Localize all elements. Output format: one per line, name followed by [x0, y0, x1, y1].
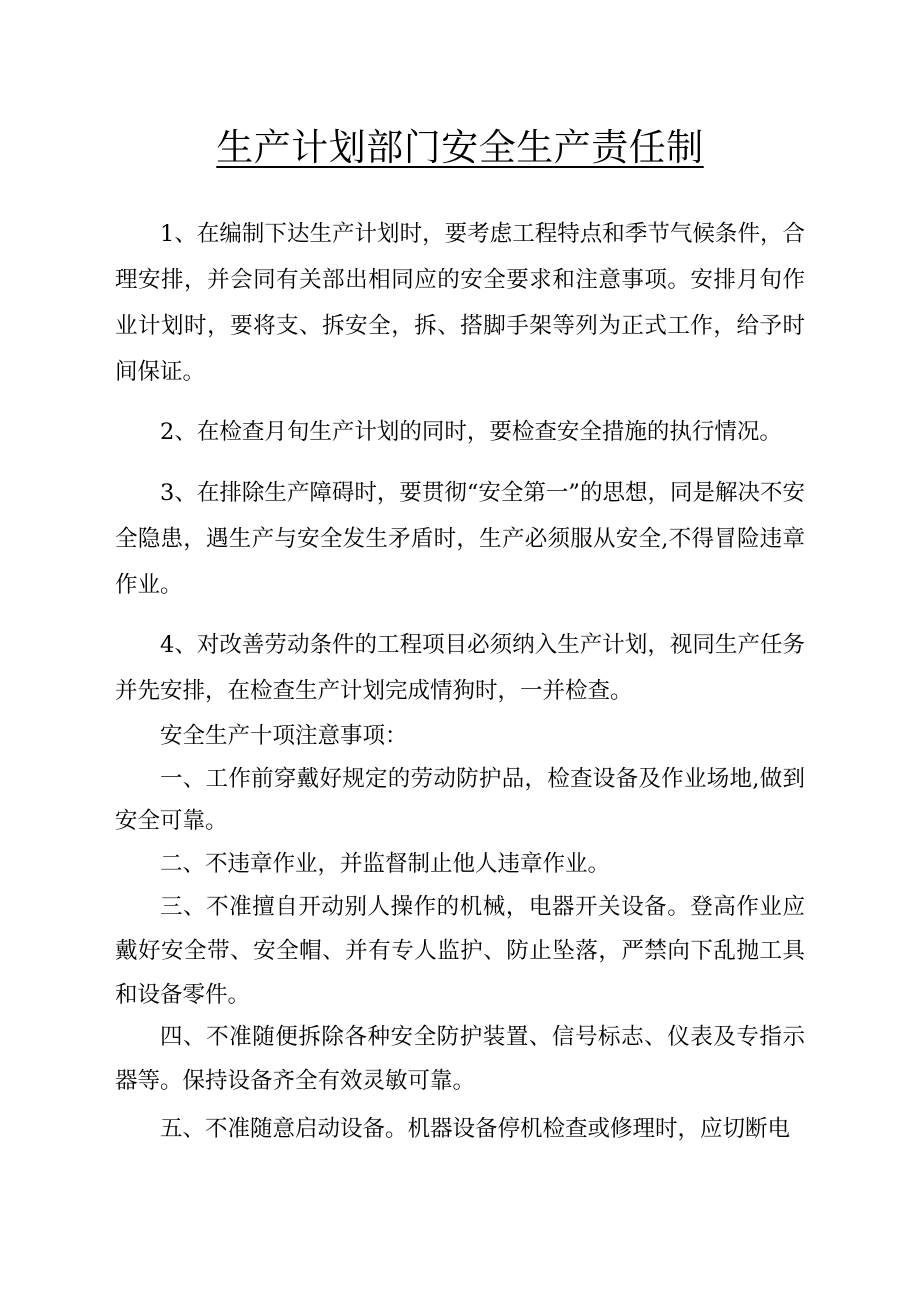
paragraph-3: 3、在排除生产障碍时，要贯彻“安全第一”的思想，同是解决不安全隐患，遇生产与安全发生矛盾时，生产必须服从安全,不得冒险违章作业。	[115, 480, 805, 598]
paragraph-2: 2、在检查月旬生产计划的同时，要检查安全措施的执行情况。	[160, 419, 782, 445]
section-heading-ten-precautions: 安全生产十项注意事项：	[160, 723, 408, 749]
document-title	[0, 122, 920, 174]
precaution-4: 四、不准随便拆除各种安全防护装置、信号标志、仪表及专指示器等。保持设备齐全有效灵敏可靠。	[115, 1024, 805, 1094]
paragraph-4: 4、对改善劳动条件的工程项目必须纳入生产计划，视同生产任务并先安排，在检查生产计划完成情狗时，一并检查。	[115, 632, 805, 704]
precaution-5: 五、不准随意启动设备。机器设备停机检查或修理时，应切断电	[160, 1116, 791, 1142]
precaution-2: 二、不违章作业，并监督制止他人违章作业。	[160, 851, 611, 877]
precaution-3: 三、不准擅自开动别人操作的机械，电器开关设备。登高作业应戴好安全带、安全帽、并有专人监护、防止坠落，严禁向下乱抛工具和设备零件。	[115, 894, 805, 1008]
document-title-text: 生产计划部门安全生产责任制	[216, 126, 704, 169]
precaution-1: 一、工作前穿戴好规定的劳动防护品，检查设备及作业场地,做到安全可靠。	[115, 766, 805, 834]
paragraph-1: 1、在编制下达生产计划时，要考虑工程特点和季节气候条件，合理安排，并会同有关部出相同应的安全要求和注意事项。安排月旬作业计划时，要将支、拆安全，拆、搭脚手架等列为正式工作，给予时间保证。	[115, 221, 805, 385]
